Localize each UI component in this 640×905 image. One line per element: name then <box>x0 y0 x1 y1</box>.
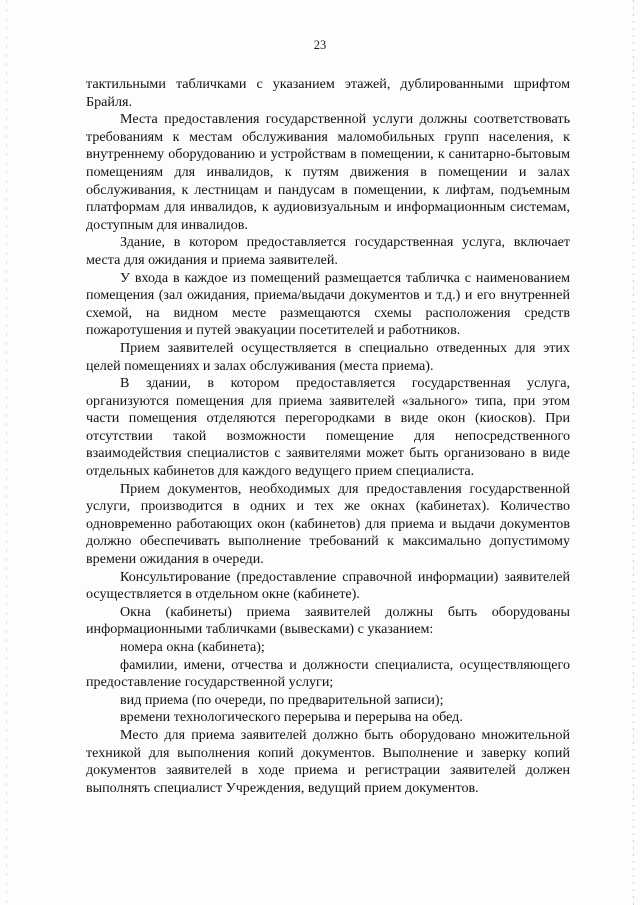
paragraph-7: Прием документов, необходимых для предоставления государственной услуги, производится в одних и тех же окнах (кабинетах). Количество одновременно работающих окон (кабинетов) для приема и выдачи документов должно обеспечивать выполнение требований к максимально допустимому времени ожидания в очереди. <box>86 480 570 568</box>
paragraph-10: Место для приема заявителей должно быть оборудовано множительной техникой для выполнения копий документов. Выполнение и заверку копий документов заявителей в ходе приема и регистрации заявителей должен выполнять специалист Учреждения, ведущий прием документов. <box>86 726 570 796</box>
page-number: 23 <box>313 38 327 52</box>
list-item-reception-type: вид приема (по очереди, по предварительной записи); <box>120 691 444 708</box>
paragraph-6: В здании, в котором предоставляется государственная услуга, организуются помещения для приема заявителей «зального» типа, при этом части помещения отделяются перегородками в виде окон (киосков). При отсутствии такой возможности помещение для непосредственного взаимодействия специалистов с заявителями может быть организовано в виде отдельных кабинетов для каждого ведущего прием специалиста. <box>86 375 570 480</box>
list-item-break-time: времени технологического перерыва и перерыва на обед. <box>120 709 463 726</box>
scan-edge-right <box>633 0 634 905</box>
paragraph-2: Места предоставления государственной услуги должны соответствовать требованиям к местам обслуживания маломобильных групп населения, к внутреннему оборудованию и устройствам в помещении, к санитарно-бытовым помещениям для инвалидов, к путям движения в помещении и залах обслуживания, к лестницам и пандусам в помещении, к лифтам, подъемным платформам для инвалидов, к аудиовизуальным и информационным системам, доступным для инвалидов. <box>86 111 570 233</box>
paragraph-3: Здание, в котором предоставляется государственная услуга, включает места для ожидания и приема заявителей. <box>86 234 570 268</box>
list-item-window-number: номера окна (кабинета); <box>120 639 265 655</box>
paragraph-8: Консультирование (предоставление справочной информации) заявителей осуществляется в отдельном окне (кабинете). <box>86 568 570 603</box>
paragraph-5: Прием заявителей осуществляется в специально отведенных для этих целей помещениях и залах обслуживания (места приема). <box>86 339 570 374</box>
paragraph-1: тактильными табличками с указанием этажей, дублированными шрифтом Брайля. <box>86 76 570 110</box>
paragraph-4: У входа в каждое из помещений размещается табличка с наименованием помещения (зал ожидания, приема/выдачи документов и т.д.) и его внутренней схемой, на видном месте размещаются схемы расположения средств пожаротушения и путей эвакуации посетителей и работников. <box>86 269 570 339</box>
list-item-specialist-name: фамилии, имени, отчества и должности специалиста, осуществляющего предоставление государственной услуги; <box>86 656 570 691</box>
scan-edge-left <box>6 0 7 905</box>
paragraph-9: Окна (кабинеты) приема заявителей должны быть оборудованы информационными табличками (вывесками) с указанием: <box>86 603 570 638</box>
body-text <box>86 76 570 797</box>
